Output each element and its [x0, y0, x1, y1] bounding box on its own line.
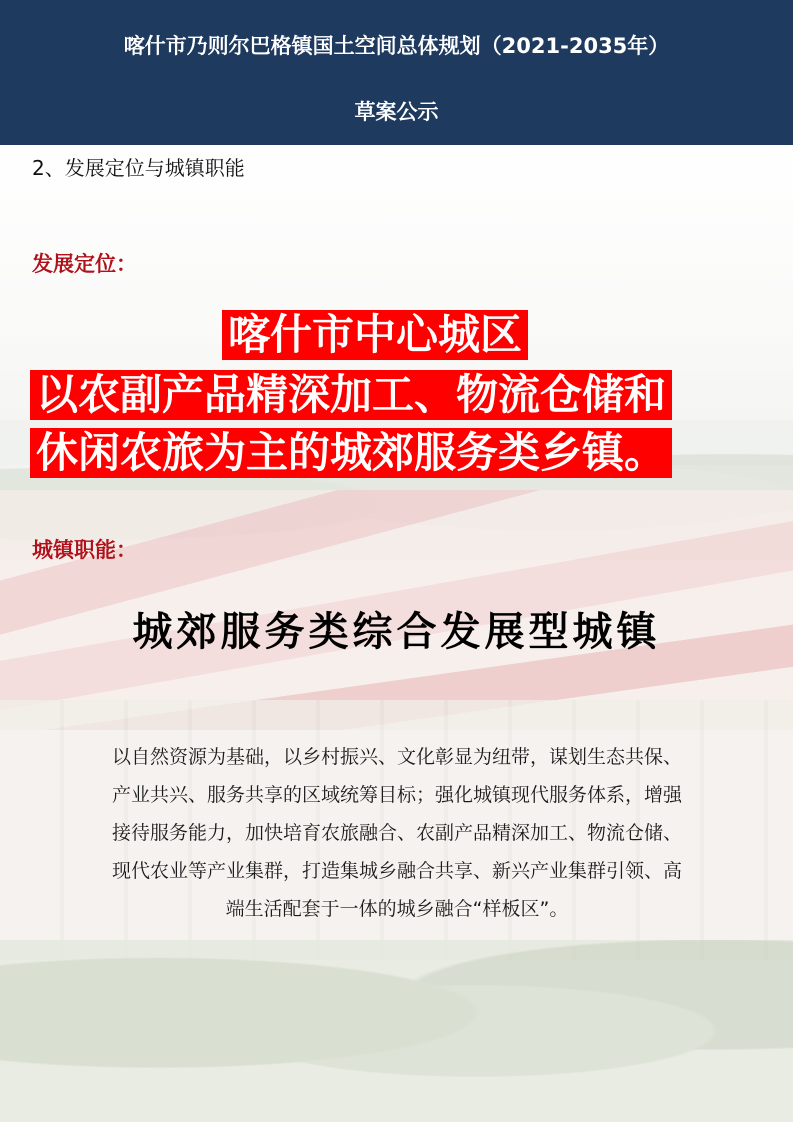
positioning-line-3: 休闲农旅为主的城郊服务类乡镇。	[30, 428, 672, 478]
header-subtitle: 草案公示	[354, 100, 439, 124]
function-callout: 城郊服务类综合发展型城镇	[132, 608, 661, 655]
header-title: 喀什市乃则尔巴格镇国土空间总体规划（2021-2035年）	[123, 34, 670, 58]
paragraph-line: 现代农业等产业集群，打造集城乡融合共享、新兴产业集群引领、高	[111, 860, 682, 882]
function-paragraph	[32, 738, 762, 928]
function-label: 城镇职能：	[32, 538, 137, 562]
paragraph-line: 以自然资源为基础，以乡村振兴、文化彰显为纽带，谋划生态共保、	[111, 746, 682, 768]
positioning-line-2: 以农副产品精深加工、物流仓储和	[30, 370, 672, 420]
positioning-label: 发展定位：	[32, 252, 137, 276]
positioning-line-1: 喀什市中心城区	[222, 310, 528, 360]
paragraph-line: 接待服务能力，加快培育农旅融合、农副产品精深加工、物流仓储、	[111, 822, 682, 844]
header-banner	[0, 0, 793, 145]
section-title: 2、发展定位与城镇职能	[32, 156, 245, 180]
paragraph-line: 端生活配套于一体的城乡融合“样板区”。	[225, 898, 569, 920]
paragraph-line: 产业共兴、服务共享的区域统筹目标；强化城镇现代服务体系，增强	[111, 784, 682, 806]
